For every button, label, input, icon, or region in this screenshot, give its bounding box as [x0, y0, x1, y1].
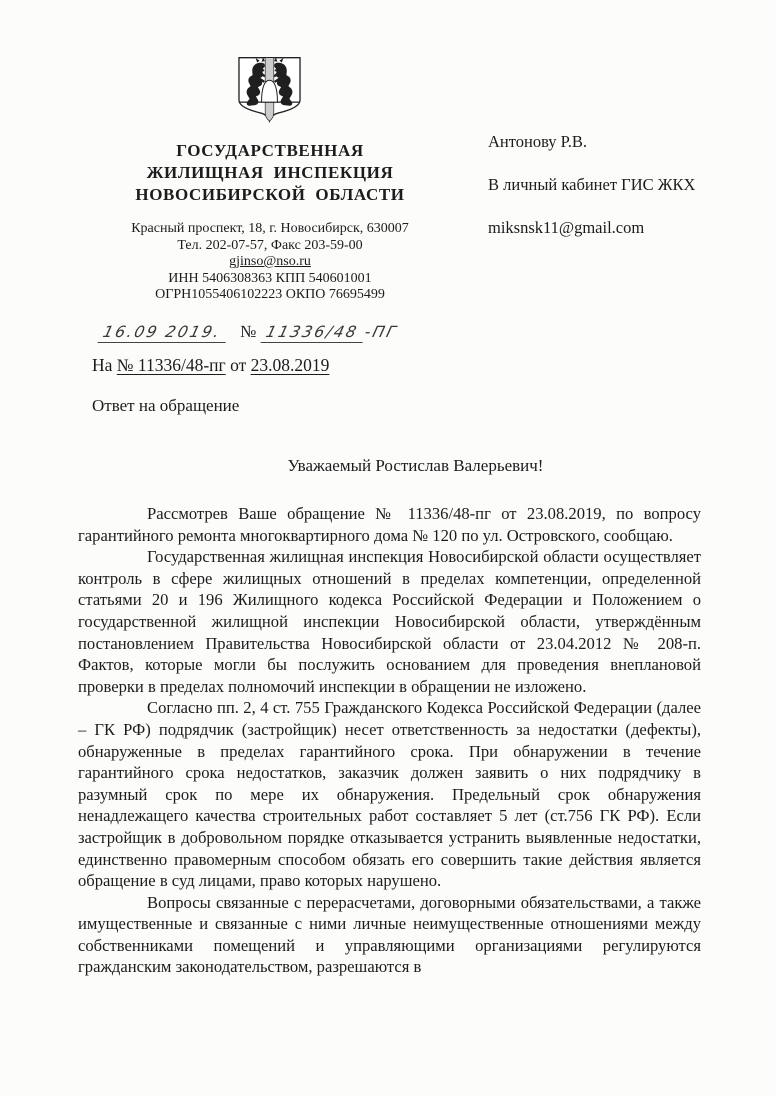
reply-date: 23.08.2019	[250, 355, 330, 375]
body-paragraph: Рассмотрев Ваше обращение № 11336/48-пг от 23.08.2019, по вопросу гарантийного ремонта многоквартирного дома № 120 по ул. Островского, сообщаю.	[78, 504, 701, 545]
letterhead	[95, 140, 445, 304]
handwritten-number: 11336/48	[260, 323, 367, 343]
recipient-block	[488, 131, 695, 260]
recipient-name: Антонову Р.В.	[488, 132, 588, 151]
recipient-delivery: В личный кабинет ГИС ЖКХ	[488, 175, 696, 194]
org-phone: Тел. 202-07-57, Факс 203-59-00	[177, 237, 363, 253]
outgoing-number-line	[100, 322, 401, 343]
handwritten-date: 16.09 2019.	[98, 323, 231, 343]
body-paragraph: Государственная жилищная инспекция Новосибирской области осуществляет контроль в сфере жилищных отношений в пределах компетенции, определенной статьями 20 и 196 Жилищного кодекса Российской Федерации и Положением о государственной жилищной инспекции Новосибирской области, утверждённым постановлением Правительства Новосибирской области от 23.04.2012 № 208-п. Фактов, которые могли бы послужить основанием для проведения внеплановой проверки в пределах полномочий инспекции в обращении не изложено.	[78, 547, 701, 696]
letter-body	[78, 456, 701, 978]
org-name-line: ГОСУДАРСТВЕННАЯ	[176, 141, 364, 160]
reply-ot: от	[230, 355, 247, 375]
body-paragraph: Вопросы связанные с перерасчетами, договорными обязательствами, а также имущественные и связанные с ними личные неимущественные отношениями между собственниками помещений и управляющими организациями регулируются гражданским законодательством, разрешаются в	[78, 892, 701, 977]
body-paragraph: Согласно пп. 2, 4 ст. 755 Гражданского Кодекса Российской Федерации (далее – ГК РФ) подрядчик (застройщик) несет ответственность за недостатки (дефекты), обнаруженные в пределах гарантийного срока. При обнаружении в течение гарантийного срока недостатков, заказчик должен заявить о них подрядчику в разумный срок по мере их обнаружения. Предельный срок обнаружения ненадлежащего качества строительных работ составляет 5 лет (ст.756 ГК РФ). Если застройщик в добровольном порядке отказывается устранить выявленные недостатки, единственно правомерным способом обязать его совершить такие действия является обращение в суд лицами, право которых нарушено.	[78, 698, 701, 891]
org-ogrn-okpo: ОГРН1055406102223 ОКПО 76695499	[155, 287, 385, 302]
reply-prefix: На	[92, 355, 113, 375]
recipient-email: miksnsk11@gmail.com	[488, 218, 645, 237]
reply-reference-line	[92, 355, 329, 376]
org-contact-block	[95, 221, 445, 304]
number-sign: №	[240, 322, 257, 341]
org-email: gjinso@nso.ru	[229, 254, 311, 269]
handwritten-number-suffix: -ПГ	[363, 323, 401, 341]
org-inn-kpp: ИНН 5406308363 КПП 540601001	[168, 270, 372, 286]
coat-of-arms-icon	[236, 55, 303, 124]
subject-line: Ответ на обращение	[92, 396, 240, 415]
org-address: Красный проспект, 18, г. Новосибирск, 630007	[131, 221, 409, 236]
salutation: Уважаемый Ростислав Валерьевич!	[287, 456, 544, 475]
org-name-line: ЖИЛИЩНАЯ ИНСПЕКЦИЯ	[146, 163, 394, 182]
reply-number: № 11336/48-пг	[116, 355, 226, 375]
org-name-line: НОВОСИБИРСКОЙ ОБЛАСТИ	[135, 185, 405, 204]
